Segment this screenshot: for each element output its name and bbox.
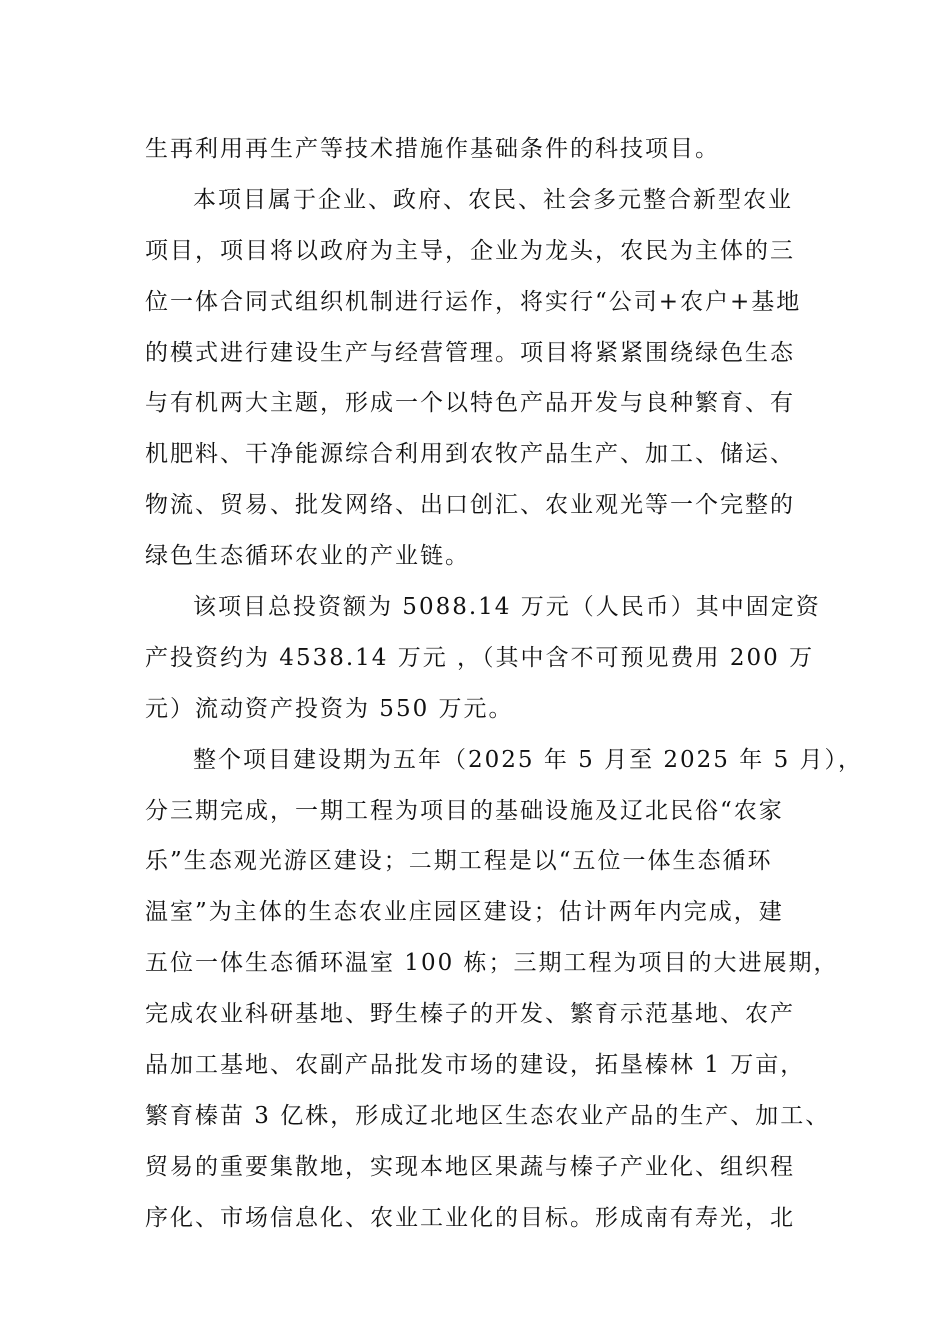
text-line: 分三期完成，一期工程为项目的基础设施及辽北民俗“农家 bbox=[145, 797, 784, 824]
text-line: 整个项目建设期为五年（2025 年 5 月至 2025 年 5 月）， bbox=[193, 746, 864, 773]
text-line: 位一体合同式组织机制进行运作，将实行“公司+农户+基地 bbox=[145, 288, 802, 315]
text-line: 项目，项目将以政府为主导，企业为龙头，农民为主体的三 bbox=[145, 237, 795, 264]
text-line: 贸易的重要集散地，实现本地区果蔬与榛子产业化、组织程 bbox=[145, 1153, 795, 1180]
text-line: 乐”生态观光游区建设；二期工程是以“五位一体生态循环 bbox=[145, 848, 773, 875]
text-line: 繁育榛苗 3 亿株，形成辽北地区生态农业产品的生产、加工、 bbox=[145, 1102, 831, 1129]
document-body bbox=[145, 124, 864, 1244]
text-line: 生再利用再生产等技术措施作基础条件的科技项目。 bbox=[145, 136, 720, 162]
text-line: 五位一体生态循环温室 100 栋；三期工程为项目的大进展期， bbox=[145, 950, 839, 977]
text-line: 元）流动资产投资为 550 万元。 bbox=[145, 695, 514, 722]
text-line: 该项目总投资额为 5088.14 万元（人民币）其中固定资 bbox=[193, 594, 821, 621]
text-line: 绿色生态循环农业的产业链。 bbox=[145, 543, 470, 570]
text-line: 物流、贸易、批发网络、出口创汇、农业观光等一个完整的 bbox=[145, 492, 795, 519]
text-line: 产投资约为 4538.14 万元 ，（其中含不可预见费用 200 万 bbox=[145, 644, 815, 671]
text-line: 与有机两大主题，形成一个以特色产品开发与良种繁育、有 bbox=[145, 390, 795, 417]
text-line: 温室”为主体的生态农业庄园区建设；估计两年内完成，建 bbox=[145, 899, 784, 926]
text-line: 机肥料、干净能源综合利用到农牧产品生产、加工、储运、 bbox=[145, 441, 795, 468]
text-line: 序化、市场信息化、农业工业化的目标。形成南有寿光，北 bbox=[145, 1204, 795, 1231]
text-line: 本项目属于企业、政府、农民、社会多元整合新型农业 bbox=[193, 186, 793, 213]
text-line: 的模式进行建设生产与经营管理。项目将紧紧围绕绿色生态 bbox=[145, 339, 795, 366]
text-line: 品加工基地、农副产品批发市场的建设，拓垦榛林 1 万亩， bbox=[145, 1052, 806, 1079]
text-line: 完成农业科研基地、野生榛子的开发、繁育示范基地、农产 bbox=[145, 1001, 795, 1028]
